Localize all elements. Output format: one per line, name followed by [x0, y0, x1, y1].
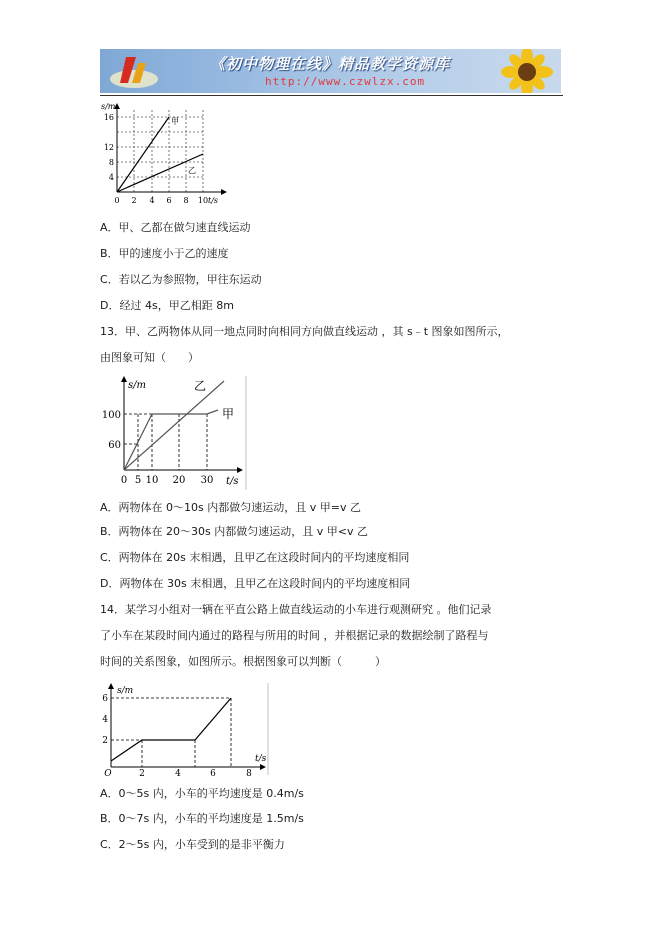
banner-url: http://www.czwlzx.com	[265, 75, 426, 88]
graph2-label-yi: 乙	[194, 379, 207, 393]
sunflower-icon	[481, 49, 561, 93]
graph1-xtick: 4	[149, 196, 155, 205]
q14-stem-line1: 14．某学习小组对一辆在平直公路上做直线运动的小车进行观测研究 。他们记录	[100, 603, 492, 616]
graph1-ytick: 16	[103, 113, 114, 122]
graph1-ytick: 8	[108, 158, 114, 167]
graph3-xtick: 8	[246, 769, 252, 777]
q13-option-d: D．两物体在 30s 末相遇，且甲乙在这段时间内的平均速度相同	[100, 577, 411, 590]
graph1-xtick: 6	[166, 196, 172, 205]
graph1-ytick: 12	[103, 143, 114, 152]
graph3-xtick: 4	[175, 769, 181, 777]
graph3-ytick: 6	[102, 694, 108, 704]
q13-option-c: C．两物体在 20s 末相遇，且甲乙在这段时间内的平均速度相同	[100, 551, 410, 564]
graph2-xtick: 30	[200, 475, 214, 486]
graph1-ylabel: s/m	[101, 102, 116, 111]
q14-stem-line3: 时间的关系图象，如图所示。根据图象可以判断（ ）	[100, 655, 386, 668]
graph1-xtick: 10	[197, 196, 209, 205]
graph3-xtick: 6	[210, 769, 216, 777]
q14-option-b: B．0～7s 内，小车的平均速度是 1.5m/s	[100, 812, 304, 825]
graph3-ytick: 4	[102, 715, 108, 725]
graph2-xtick: 20	[172, 475, 186, 486]
graph3-origin: O	[104, 769, 112, 777]
graph1-xtick: 8	[183, 196, 189, 205]
graph2-ylabel: s/m	[128, 380, 146, 391]
graph2-label-jia: 甲	[222, 407, 235, 421]
graph1-xtick: 2	[131, 196, 137, 205]
graph1-label-jia: 甲	[171, 117, 179, 126]
q14-option-c: C．2～5s 内，小车受到的是非平衡力	[100, 838, 285, 851]
q13-option-a: A．两物体在 0～10s 内都做匀速运动，且 v 甲=v 乙	[100, 501, 361, 514]
q14-stem-line2: 了小车在某段时间内通过的路程与所用的时间 ，并根据记录的数据绘制了路程与	[100, 629, 489, 642]
q12-option-c: C．若以乙为参照物，甲往东运动	[100, 273, 262, 286]
graph1-xlabel: t/s	[208, 196, 219, 205]
graph2-xlabel: t/s	[226, 476, 239, 487]
graph3-ylabel: s/m	[117, 686, 134, 696]
graph2-xtick: 0	[120, 475, 128, 486]
graph1-label-yi: 乙	[188, 166, 196, 175]
q14-option-a: A．0～5s 内，小车的平均速度是 0.4m/s	[100, 787, 304, 800]
graph2-xtick: 10	[145, 475, 159, 486]
header-divider	[100, 95, 563, 96]
header-banner	[100, 49, 561, 93]
graph-2-st	[100, 372, 250, 492]
graph1-ytick: 4	[108, 173, 114, 182]
graph3-ytick: 2	[102, 736, 108, 746]
logo-icon	[100, 49, 200, 93]
graph3-xtick: 2	[139, 769, 145, 777]
graph3-xlabel: t/s	[255, 754, 267, 764]
q12-option-d: D．经过 4s，甲乙相距 8m	[100, 299, 234, 312]
graph1-xtick: 0	[114, 196, 120, 205]
banner-title: 《初中物理在线》精品教学资源库	[210, 55, 451, 73]
q13-option-b: B．两物体在 20～30s 内都做匀速运动，且 v 甲<v 乙	[100, 525, 368, 538]
graph2-ytick: 100	[101, 410, 121, 421]
graph-1-st	[100, 100, 230, 212]
graph-3-st	[100, 681, 272, 777]
q13-stem-line2: 由图象可知（ ）	[100, 351, 199, 364]
graph2-ytick: 60	[108, 440, 121, 451]
q12-option-a: A．甲、乙都在做匀速直线运动	[100, 221, 251, 234]
graph2-xtick: 5	[134, 475, 142, 486]
q13-stem-line1: 13．甲、乙两物体从同一地点同时向相同方向做直线运动 ，其 s﹣t 图象如图所示，	[100, 325, 509, 338]
q12-option-b: B．甲的速度小于乙的速度	[100, 247, 229, 260]
